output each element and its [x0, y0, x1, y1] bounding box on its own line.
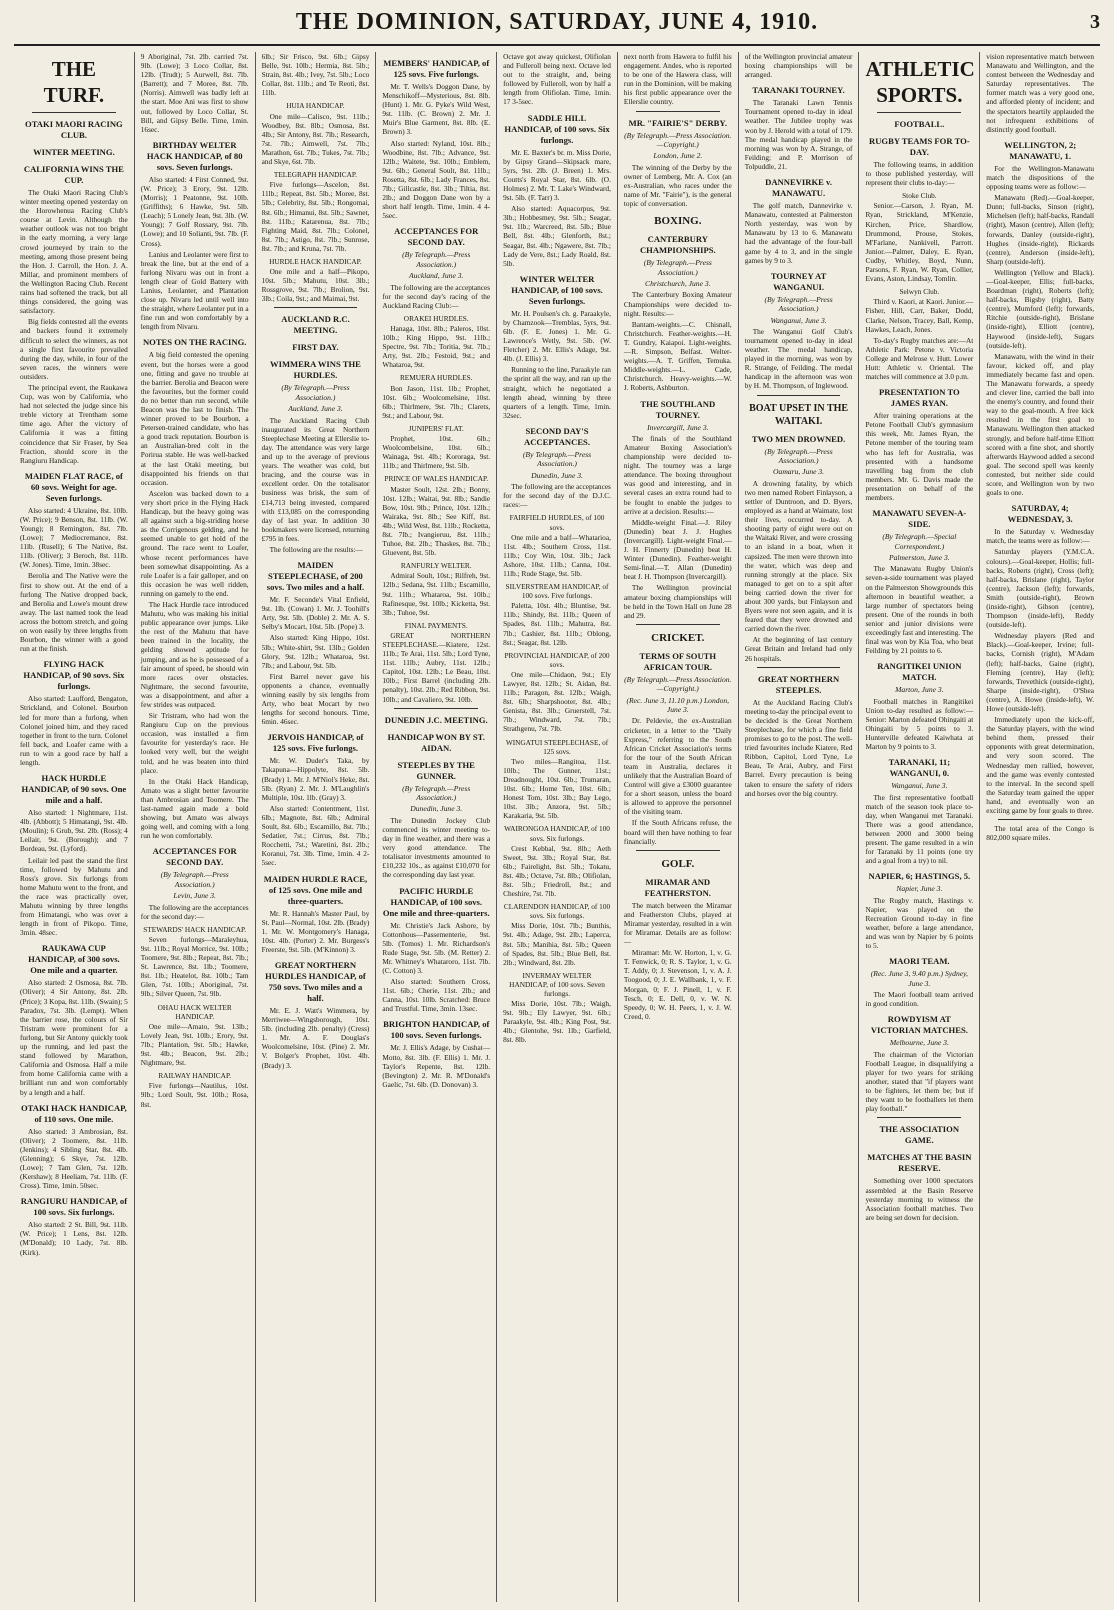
dateline: Napier, June 3. [896, 884, 943, 894]
subheadline: WIMMERA WINS THE HURDLES. [270, 359, 361, 381]
divider [394, 708, 478, 709]
race-result: Also started: 2 St. Bill, 9st. 11lb. (W. Price); 1 Lens, 8st. 12lb. (M'Donald); 10 Lady, 7st. 8lb. (Kirk). [20, 1220, 128, 1257]
article-paragraph: Manawatu, with the wind in their favour, kicked off, and play immediately became fast and open. The Manawatu forwards, a speedy and clever line, carried the ball into the enemy's country, and found their way to the goal-mouth. A free kick resulted in the first goal to Manawatu. Wellington then attacked strongly, and before half-time Elliott scored with a fine shot, and shortly afterwards Haywood added a second goal. The second spell was keenly contested, but neither side could score, and Wellington won by two goals to one. [986, 351, 1095, 498]
race-result: GREAT NORTHERN STEEPLECHASE.—Kiatere, 12st. 11lb.; Te Arai, 11st. 5lb.; Lord Tyne, 11st. 11lb.; Aubry, 11st. 12lb.; Capitol, 10st. 12lb.; Le Beau, 10st. 10lb.; First Barrel (including 2lb. penalty), 10st. 2lb.; Red Ribbon, 9st. 10lb.; and Cavaliero, 9st. 10lb. [382, 630, 491, 704]
article-paragraph: For the Wellington-Manawatu match the dispositions of the opposing teams were as follow:— [986, 163, 1095, 192]
race-result: Bon Jason, 11st. 1lb.; Prophet, 10st. 6lb.; Woolcomelsine, 10st. 6lb.; Thirlmere, 9st. 7lb.; Clarets, 9st.; and Labour, 9st. [382, 383, 491, 420]
column-6 [618, 52, 739, 1602]
headline: THE SOUTHLAND TOURNEY. [640, 398, 716, 420]
club-heading: Stoke Club. [902, 191, 937, 201]
dateline: (By Telegraph.—Press Association.—Copyright.) [624, 130, 732, 149]
article-paragraph: vision representative match between Manawatu and Wellington, and the contest between the Wednesday and Saturday representatives. The former match was a very good one, and afforded plenty of incident; and the spectators heartily applauded the not infrequent exhibitions of distinctly good football. [986, 52, 1095, 134]
article-paragraph: The Otaki Maori Racing Club's winter meeting opened yesterday on the Horowhenua Racing Club's course at Levin. Although the weather outlook was not too bright in the early morning, a very large crowd journeyed by train to the meeting, among those present being the Hon. J. Carroll, the Hon. J. A. Millar, and prominent members of the Wellington Racing Club. Recent rains had softened the track, but all things considered, the going was satisfactory. [20, 188, 128, 316]
dateline: Melbourne, June 3. [889, 1038, 949, 1048]
dateline: (By Telegraph.—Press Association.) [402, 783, 471, 803]
race-result: Also started: 4 First Conned, 9st. (W. Price); 3 Erory, 9st. 12lb. (Morris); 1 Peatonne, 9st. 10lb. (Griffiths); 6 Hawke, 9st. 5lb. (Leach); 5 Lonely Jean, 9st. 3lb. (W. Young); 7 Golf Rossary, 9st. 7lb. (Lowe); and 10 Solianti, 9st. 7lb. (F. Cross). [140, 174, 249, 248]
headline: BOAT UPSET IN THE WAITAKI. [749, 402, 849, 427]
race-result: Mr. R. Hannah's Master Paul, by St. Paul—Normal, 10st. 2lb. (Brady) 1. Mr. W. Montgomery's Hanaga, 10st. 4lb. (Porter) 2. Mr. Burgess's Freerste, 9st. 5lb. (M'Kinnon) 3. [261, 908, 370, 954]
headline: SECOND DAY'S ACCEPTANCES. [524, 425, 590, 447]
section-heading-the-turf: THE TURF. [43, 57, 105, 107]
article-paragraph: The Auckland Racing Club inaugurated its Great Northern Steeplechase Meeting at Ellerslie to-day. The attendance was very large and up to the average of previous years. The weather was cold, but bracing, and the course was in excellent order. On the totalisator business was brisk, the sum of £14,713 being invested, compared with £13,085 on the corresponding day of last year. In addition 30 bookmakers were licensed, returning £795 in fees. [261, 415, 370, 543]
race-heading: SILVERSTREAM HANDICAP, of 100 sovs. Five furlongs. [505, 582, 609, 601]
dateline: Wanganui, June 3. [891, 781, 948, 791]
race-heading: MAIDEN FLAT RACE, of 60 sovs. Weight for age. Seven furlongs. [24, 470, 123, 503]
race-heading: FLYING HACK HANDICAP, of 90 sovs. Six furlongs. [23, 659, 125, 692]
team-list: Wednesday players (Red and Black).—Goal-keeper, Irvine; full-backs, Cornish (right), M'Adam (left); half-backs, Gaine (right), Fleming (centre), Hay (left); forwards, Trevethick (outside-right), Sharpe (inside-right), O'Shea (centre), A. Howe (inside-left), W. Howe (outside-left). [986, 631, 1095, 713]
headline: TOURNEY AT WANGANUI. [770, 270, 827, 292]
race-heading: OTAKI HACK HANDICAP, of 110 sovs. One mile. [21, 1102, 127, 1124]
masthead [14, 0, 1100, 46]
race-heading: MEMBERS' HANDICAP, of 125 sovs. Five furlongs. [383, 58, 490, 79]
club-heading: Selwyn Club. [899, 287, 940, 297]
race-heading: CLARENDON HANDICAP, of 100 sovs. Six furlongs. [503, 902, 611, 921]
headline: MAORI TEAM. [889, 956, 950, 967]
headline: GREAT NORTHERN STEEPLES. [757, 673, 840, 695]
race-heading: FINAL PAYMENTS. [404, 620, 468, 630]
headline: CANTERBURY CHAMPIONSHIPS. [639, 234, 716, 256]
headline: FOOTBALL. [894, 119, 945, 129]
article-paragraph: A drowning fatality, by which two men named Robert Finlayson, a settler of Duntroon, and D. Byers, employed as a hand at Waimate, lost their lives, occurred to-day. A shooting party of eight were out on the Waitaki River, and were crossing to an island in a boat, when it capsized. The men were thrown into the water, which was deep and running strongly at the place. Six managed to get on to a spit after being carried down the river for about 300 yards, but Finlayson and Byers were not seen again, and it is feared that they were drowned and carried down the river. [744, 478, 853, 634]
article-paragraph: The principal event, the Raukawa Cup, was won by California, who had not selected the judge since his treble victory at Trentham some time ago. After the victory of California it was a fitting coincidence that Sir Fraser, by Sea Fraction, should score in the Rangiuru Handicap. [20, 382, 128, 465]
headline: WELLINGTON, 2; MANAWATU, 1. [1004, 139, 1077, 161]
article-paragraph: Football matches in Rangitikei Union to-day resulted as follow:—Senior: Marton defeated Ohingaiti at Ohingaiti by 5 points to 3. Hunterville defeated Kaiwhata at Marton by 9 points to 3. [865, 696, 974, 752]
subheadline: CALIFORNIA WINS THE CUP. [23, 164, 124, 185]
column-9 [980, 52, 1100, 1602]
article-paragraph: At the beginning of last century Great Britain and Ireland had only 26 hospitals. [744, 635, 853, 663]
race-result: Also started: Nyland, 10st. 8lb.; Woodbine, 8st. 7lb.; Advance, 9st. 12lb.; Waitete, 9st. 10lb.; Emblem, 9st. 6lb.; General Soult, 8st. 11lb.; Rosetta, 8st. 6lb.; Lady Frances, 8st. 7lb.; Gillcastle, 8st. 3lb.; Tiltia, 8st. 2lb.; and Doggon Dane won by a short half length. Time, 1min. 4 4-5sec. [382, 138, 491, 221]
section-heading-boxing: BOXING. [654, 215, 702, 228]
newspaper-title: THE DOMINION, SATURDAY, JUNE 4, 1910. [295, 8, 819, 35]
dateline: Invercargill, June 3. [647, 422, 709, 432]
race-heading: INVERMAY WELTER HANDICAP, of 100 sovs. Seven furlongs. [509, 970, 605, 998]
race-result: Five furlongs—Nautilus, 10st. 9lb.; Lord Soult, 9st. 10lb.; Rosa, 8st. [140, 1081, 249, 1109]
headline: SATURDAY, 4; WEDNESDAY, 3. [1007, 503, 1073, 525]
race-result: Hanaga, 10st. 8lb.; Paleros, 10st. 10lb.; King Hippo, 9st. 11lb.; Spectre, 9st. 7lb.; Toritia, 9st. 7lb.; Arty, 9st. 2lb.; Festoid, 9st.; and Whataroa, 9st. [382, 324, 491, 370]
dateline: (By Telegraph.—Press Association.) [281, 383, 350, 402]
race-result: Also started: 4 Ukraine, 8st. 10lb. (W. Price); 9 Benson, 8st. 11lb. (W. Young); 8 Remington, 8st. 7lb. (Lowe); 7 Mediocremance, 8st. 11lb. (Rusell); 6 The Native, 8st. 11lb. (Oliver); 3 Beroch, 8st. 11lb. (W. Jones). Time, 1min. 38sec. [20, 505, 128, 570]
race-result: One mile—Amato, 9st. 13lb.; Lovely Jean, 9st. 10lb.; Erory, 9st. 7lb.; Plantation, 9st. 5lb.; Hawke, 9st. 4lb.; Beacon, 9st. 2lb.; Nightmare, 9st. [140, 1021, 249, 1068]
dateline: Auckland, June 3. [288, 404, 343, 414]
article-paragraph: 9 Aboriginal, 7st. 2lb. carried 7st. 9lb. (Lowe); 3 Loco Collar, 8st. 12lb. (Trudt); 5 Aurwell, 8st. 7lb. (Barrett); and 7 Moree, 8st. 7lb. (Norris). Aimwell was badly left at the start. Moe Ani was first to show out, followed by Loco Collar, St. Bill, and Gipsy Belle. Time, 1min. 16sec. [140, 52, 249, 134]
race-heading: WAIRONGOA HANDICAP, of 100 sovs. Six furlongs. [504, 824, 610, 843]
headline: MR. "FAIRIE'S" DERBY. [628, 117, 727, 128]
race-heading: FAIRFIELD HURDLES, of 100 sovs. [509, 513, 605, 532]
race-heading: JERVOIS HANDICAP, of 125 sovs. Five furlongs. [267, 732, 364, 754]
race-heading: BIRTHDAY WELTER HACK HANDICAP, of 80 sovs. Seven furlongs. [146, 139, 243, 172]
headline: ROWDYISM AT VICTORIAN MATCHES. [870, 1014, 968, 1036]
race-result: Also started: Aquacorpus, 9st. 3lb.; Hobbesmey, 9st. 5lb.; Seagar, 9st. 1lb.; Warcreed, 8st. 5lb.; Blue Bell, 8st. 4lb.; Glenforth, 8st.; Seagar, 8st. 4lb.; Ngawere, 8st. 7lb.; Lady de Vere, 8st.; Lady Roald, 8st. 5lb. [503, 204, 611, 268]
race-result: Miss Dorie, 10st. 7lb.; Bunthis, 9st. 4lb.; Adage, 9st. 2lb.; Laperca, 8st. 5lb.; Manihia, 8st. 5lb.; Queen of Spades, 8st. 5lb.; Blue Bell, 8st. 2lb.; Windward, 8st. 2lb. [503, 921, 611, 967]
article-paragraph: Middle-weight Final.—J. Riley (Dunedin) beat J. J. Hughes (Invercargill). Light-weight Final.—J. H. Finnerty (Dunedin) beat H. Winter (Dunedin). Feather-weight Semi-final.—T. Allan (Dunedin) beat J. H. Thompson (Invercargill). [623, 517, 732, 582]
race-result: Mr. H. Poulsen's ch. g. Paraakyle, by Chamzook—Tremblas, 5yrs, 9st. 6lb. (F. E. Jones) 1. Mr. G. Lawrence's Wetly, 9st. 5lb. (W. Fletcher) 2. Mr. Ellis's Adage, 9st. 4lb. (J. Ellis) 3. [503, 308, 611, 364]
article-paragraph: Octave got away quickest, Olifiolan and Fulleroll being next. Octave led out to the straight, and, being followed by Fulleroll, won by half a length from Olifiolan. Time, 1min. 17 3-5sec. [503, 52, 611, 107]
race-result: Also started: Contentment, 11st. 6lb.; Magnote, 8st. 6lb.; Admiral Soult, 8st. 6lb.; Escamillo, 8st. 7lb.; Sedatier, 7st.; Cirrus, 8st. 7lb.; Rocchetti, 7st.; Waretini, 8st. 2lb.; Koranui, 7st. 3lb. Time, 1min. 4 2-5sec. [261, 803, 370, 868]
article-paragraph: The Wellington provincial amateur boxing championships will be held in the Town Hall on June 28 and 29. [623, 583, 732, 620]
race-result: Mr. Christie's Jack Ashore, by Cottonhous—Passementerie, 9st. 5lb. (Tomos) 1. Mr. Richardson's Rude Stage, 9st. 5lb. (M. Retter) 2. Mr. Whitney's Whataroro, 11st. 7lb. (C. Cotton) 3. [382, 920, 491, 975]
race-heading: STEWARDS' HACK HANDICAP. [143, 924, 247, 934]
race-result: Paletta, 10st. 4lb.; Bluntise, 9st. 11lb.; Shindy, 8st. 11lb.; Queen of Spades, 8st. 11lb.; Mahutra, 8st. 7lb.; Cashier, 8st. 11lb.; Oblong, 8st.; Seagar, 8st. 12lb. [503, 601, 611, 647]
column-8 [859, 52, 980, 1602]
article-paragraph: The first representative football match of the season took place to-day, when Wanganui met Taranaki. There was a good attendance, between 2000 and 3000 being present. The game resulted in a win for Taranaki by 11 points (one try and a goal from a try) to nil. [865, 792, 974, 866]
article-paragraph: next north from Hawera to fulfil his engagement. Andes, who is reported to be one of the Hawera class, will run in the Dominion, will be making his first public appearance over the Ellerslie country. [623, 52, 732, 107]
race-heading: HUIA HANDICAP. [286, 101, 345, 111]
column-5 [497, 52, 618, 1602]
article-paragraph: The Manawatu Rugby Union's seven-a-side tournament was played on the Palmerston Showgrounds this afternoon in beautiful weather, a large number of spectators being present. One of the rounds in both senior and junior divisions were exceedingly fast and interesting. The final was won by Kia Toa, who beat Feilding by 21 points to 6. [865, 564, 974, 656]
divider [757, 395, 841, 396]
article-paragraph: The Dunedin Jockey Club commenced its winter meeting to-day in fine weather, and there was a very good attendance. The totalisator investments amounted to £10,232 10s., as against £10,070 for the corresponding day last year. [382, 815, 491, 880]
dateline: London, June 2. [653, 151, 703, 161]
race-result: Crest Kebbal, 9st. 8lb.; Aeth Sweet, 9st. 3lb.; Royal Star, 8st. 6lb.; Fairelight, 8st. 5lb.; Tokatu, 8st. 4lb.; Octave, 7st. 8lb.; Olifiolan, 8st. 5lb.; Friedroll, 8st.; and Cheshire, 7st. 7lb. [503, 843, 611, 899]
article-paragraph: Bantam-weights.—C. Chisnall, Christchurch. Feather-weights.—H. T. Gundry, Kaiapoi. Light-weights.—R. Simpson, Belfast. Welter-weights.—A. T. Griffen, Temuka. Middle-weights.—L. Cade, Christchurch. Heavy-weights.—W. J. Roberts, Ashburton. [623, 319, 732, 393]
race-heading: GREAT NORTHERN HURDLES HANDICAP, of 750 sovs. Two miles and a half. [265, 959, 366, 1003]
divider [757, 667, 841, 668]
race-result: Seven furlongs—Maraleyhua, 9st. 11lb.; Royal Morrice, 9st. 10lb.; Toomere, 9st. 8lb.; Repeat, 8st. 7lb.; St. Lawrence, 8st. 1lb.; Toomere, 8st. 1lb.; Heatelot, 8st. 10lb.; Tam Glen, 7st. 10lb.; Aboriginal, 7st. 9lb.; Silver Queen, 7st. 9lb. [140, 934, 249, 999]
race-result: Admiral Soult, 10st.; Rilfreh, 9st. 12lb.; Sedana, 9st. 11lb.; Escamillo, 9st. 11lb.; Whataroa, 9st. 10lb.; Rafinesque, 9st. 10lb.; Kicketta, 9st. 3lb.; Tuhoe, 9st. [382, 571, 491, 617]
race-heading: REMUERA HURDLES. [399, 373, 473, 383]
race-result: Berolia and The Native were the first to show out. At the end of a furlong The Native dropped back, and Berolia and Lowe's mount drew away. The last named took the lead across the bottom stretch, and going on won easily by three lengths from Bourbon, the winner with a good run at the finish. [20, 571, 128, 654]
race-result: Also started: 1 Nightmare, 11st. 4lb. (Abbott); 5 Himatangi, 9st. 4lb. (Moulin); 6 Grub, 9st. 2lb. (Ross); 4 Leilair, 9st. (Borough); and 7 Bordeau, 9st. (Lyford). [20, 808, 128, 854]
race-result: Lanius and Leolanter were first to break the line, but at the end of a furlong Nivaru was out in front a length clear of Gold Battery with Lanius, Leolanter, and Plantation close up. Nivaru led until well into the straight, where Leolanter put in a fine run and won comfortably by a length from Nivaru. [140, 249, 249, 332]
headline: DANNEVIRKE v. MANAWATU. [765, 177, 832, 199]
race-heading: MAIDEN HURDLE RACE, of 125 sovs. One mile and three-quarters. [263, 873, 368, 906]
article-paragraph: In the Otaki Hack Handicap, Amato was a slight better favourite than Ambrosian and Toomere. The last-named again made a bold showing, but Amato was always going well, and coming with a long run he won comfortably. [140, 776, 249, 841]
article-paragraph: Ascelon was backed down to a very short price in the Flying Hack Handicap, but the heavy going was all against such a big-striding horse as the Corrigenous gelding, and he seemed unable to get hold of the ground. The race went to Loafer, whose recent performances have been somewhat disappointing. As a rule Loafer is a fair galloper, and on this occasion he was well ridden, running on gamely to the end. [140, 488, 249, 598]
article-paragraph: The following teams, in addition to those published yesterday, will represent their clubs to-day:— [865, 160, 974, 188]
race-result: Leilair led past the stand the first time, followed by Mahutu and Ross's grove. Six furlongs from home Mahutu went to the front, and the race was practically over, Mahutu winning by three lengths from Himatangi, who was over a length in front of Pikopo. Time, 3min. 48sec. [20, 855, 128, 938]
race-heading: SADDLE HILL HANDICAP, of 100 sovs. Six furlongs. [504, 112, 610, 145]
column-1 [14, 52, 135, 1602]
article-paragraph: The winning of the Derby by the owner of Lemberg, Mr. A. Cox (an ex-Australian, who races under the name of Mr. "Fairie"), is the general topic of conversation. [623, 162, 732, 209]
divider [877, 1117, 961, 1118]
article-paragraph: Sir Tristram, who had won the Rangiuru Cup on the previous occasion, was installed a firm favourite for yesterday's race. He looked very well, but the weight told, and he was beaten into third place. [140, 711, 249, 775]
headline: MANAWATU SEVEN-A-SIDE. [872, 508, 967, 530]
subheadline: TWO MEN DROWNED. [751, 433, 846, 444]
dateline: Marton, June 3. [895, 685, 944, 695]
headline: TARANAKI, 11; WANGANUI, 0. [888, 757, 951, 779]
section-heading-athletic-sports: ATHLETIC SPORTS. [865, 57, 975, 107]
race-heading: WINGATUI STEEPLECHASE, of 125 sovs. [505, 737, 609, 756]
dateline: Palmerston, June 3. [888, 552, 950, 562]
race-result: Prophet, 10st. 6lb.; Woolcombelsine, 10st. 6lb.; Wainaga, 9st. 4lb.; Kororaga, 9st. 11lb.; and Thirlmere, 9st. 5lb. [382, 434, 491, 471]
race-result: One mile and a half—Whatarioa, 11st. 4lb.; Southern Cross, 11st. 11lb.; Coy Win, 10st. 3lb.; Jack Ashore, 10st. 11lb.; Canna, 10st. 11lb.; Rude Stage, 9st. 5lb. [503, 532, 611, 578]
article-paragraph: Something over 1000 spectators assembled at the Basin Reserve yesterday morning to witness the Association football matches. Two are being set down for decision. [865, 1176, 974, 1222]
article-paragraph: Immediately upon the kick-off, the Saturday players, with the wind behind them, pressed their opponents with great determination, and very soon scored. The Wednesday men rallied, however, and the game was evenly contested to the interval. In the second spell the Saturday team gained the upper hand, and eventually won an exciting game by four goals to three. [986, 715, 1095, 816]
dateline: Wanganui, June 3. [770, 315, 827, 325]
race-result: Master Soult, 12st. 2lb.; Bonny, 10st. 12lb.; Waitai, 9st. 8lb.; Sandie Bow, 10st. 9lb.; Prince, 10st. 12lb.; Wairaka, 9st. 8lb.; See Kiff, 8st. 4lb.; Wild West, 8st. 11lb.; Rocketta, 8st. 7lb.; Ivangieruu, 8st. 11lb.; Tuhoe, 8st. 2lb.; Thaskes, 8st. 7lb.; Gluevent, 8st. 5lb. [382, 484, 491, 558]
subheadline: RUGBY TEAMS FOR TO-DAY. [869, 136, 970, 157]
headline: THE ASSOCIATION GAME. [879, 1124, 960, 1146]
dateline: Auckland, June 3. [409, 271, 464, 281]
team-list: Wellington (Yellow and Black).—Goal-keeper, Ellis; full-backs, Boardman (right), Roberts (left); half-backs, Bigsby (right), Batty (centre), Mumford (left); forwards, Ritchie (outside-right), Brislane (inside-right), Elliott (centre), Haywood (inside-left), Sugars (outside-left). [986, 267, 1095, 350]
article-paragraph: A big field contested the opening event, but the horses were a good one, fitting and gave no trouble at the barrier. Berolia and Beacon were the favourites, but the former could do no better than run second, while Beacon was the last to finish. The winner proved to be Bourbon, a Petersen-trained candidate, who has a good track reputation. Bourbon is an Australian-bred colt in the Porirua stable. He was well-backed at the last Otaki meeting, but disappointed his friends on that occasion. [140, 350, 249, 487]
race-result: One mile and a half—Pikopo, 10st. 5lb.; Mahutu, 10st. 3lb.; Rossgrove, 9st. 7lb.; Brolion, 9st. 3lb.; Coila, 9st.; and Maimai, 9st. [261, 267, 370, 304]
headline: NOTES ON THE RACING. [142, 337, 247, 348]
divider [636, 111, 720, 112]
dateline: (By Telegraph.—Press Association.) [160, 870, 229, 889]
article-paragraph: In the Saturday v. Wednesday match, the teams were as follow:— [986, 527, 1095, 546]
team-list: Manawatu (Red).—Goal-keeper, Dunn; full-backs, Sinson (right), Michelsen (left); half-backs, Randall (right), Mason (centre), Allen (left); forwards, Danley (outside-right), Hughes (inside-right), Rickards (centre), Anderson (inside-left), Sharp (outside-left). [986, 193, 1095, 266]
race-heading: BRIGHTON HANDICAP, of 100 sovs. Seven furlongs. [383, 1019, 490, 1041]
divider [998, 819, 1082, 820]
headline: OTAKI MAORI RACING CLUB. [25, 119, 123, 140]
team-list: Senior.—Carson, J. Ryan, M. Ryan, Strickland, M'Kenzie, Kirchen, Price, Shardlow, Drummond, Prouse, Stokes, M'Farlane, Nankivell, Parrott. Junior.—Palmer, Daley, E. Ryan, Cudby, Whitley, Boyd, Nunn, Parsons, F. Ryan, W. Ryan, Collier, Evans, Aston, Lindsay, Tomlin. [865, 201, 974, 284]
headline: PRESENTATION TO JAMES RYAN. [878, 387, 960, 409]
race-result: First Barrel never gave his opponents a chance, eventually winning easily by six lengths from Arty, who beat Mocart by two lengths for second honours. Time, 6min. 46sec. [261, 671, 370, 727]
subheadline: HANDICAP WON BY ST. AIDAN. [387, 731, 485, 753]
dateline: Dunedin, June 3. [531, 470, 583, 480]
subheadline: WINTER MEETING. [33, 147, 115, 157]
race-result: Mr. F. Seconde's Vital Enfield, 9st. 1lb. (Cowan) 1. Mr. J. Toohill's Arty, 9st. 5lb. (Doble) 2. Mr. A. S. Selby's Mocart, 10st. 5lb. (Pope) 3. [261, 595, 370, 632]
headline: NAPIER, 6; HASTINGS, 5. [868, 871, 971, 882]
divider [636, 624, 720, 625]
article-paragraph: The chairman of the Victorian Football League, in disqualifying a player for two years for striking another, stated that "if players want to be fighters, let them be; but if they want to be footballers let them play football." [865, 1049, 974, 1114]
dateline: (By Telegraph.—Press Association.—Copyright.) [624, 674, 732, 694]
article-paragraph: The match between the Miramar and Featherston Clubs, played at Miramar yesterday, resulted in a win for Miramar. Details are as follow:— [623, 900, 732, 947]
article-paragraph: Miramar: Mr. W. Horton, 1, v. G. T. Fenwick, 0; R. S. Taylor, 1, v. G. T. Addy, 0; J. Stevenson, 1, v. A. J. Toogood, 0; J. E. Wallbank, 1, v. F. Morgan, 0; F. J. Pinell, 1, v. F. Tesch, 0; E. Dell, 0, v. W. N. Speedy, 0; W. H. Peers, 1, v. J. W. Creed, 0. [623, 948, 732, 1021]
race-result: Also started: 3 Ambrosian, 8st. (Oliver); 2 Toomere, 8st. 11lb. (Jenkins); 4 Sibling Star, 8st. 4lb. (Glenning); 6 Skye, 7st. 12lb. (Lowe); 7 Tam Glen, 7st. 12lb. (Kershaw); 8 Heeliam, 7st. 11lb. (F. Cross). Time, 1min. 50sec. [20, 1126, 128, 1191]
article-paragraph: The following are the acceptances for the second day of the D.J.C. races:— [503, 482, 611, 510]
race-heading: RANFURLY WELTER. [400, 561, 472, 571]
headline: ACCEPTANCES FOR SECOND DAY. [394, 226, 479, 248]
article-paragraph: The Rugby match, Hastings v. Napier, was played on the Recreation Ground to-day in fine weather, before a large attendance, and was won by Napier by 6 points to 5. [865, 895, 974, 951]
article-paragraph: The following are the results:— [269, 544, 363, 554]
article-paragraph: of the Wellington provincial amateur boxing championships will be arranged. [744, 52, 853, 80]
headline: TARANAKI TOURNEY. [752, 85, 845, 96]
team-list: Third v. Kaori, at Kaori. Junior.—Fisher, Hill, Carr, Baker, Dodd, Clarke, Nelson, Tracey, Ball, Kemp, Hawkes, Leach, Jones. [865, 297, 974, 334]
race-result: Also started: King Hippo, 10st. 5lb.; White-shirt, 9st. 13lb.; Golden Glory, 9st. 12lb.; Whataroa, 9st. 7lb.; and Labour, 9st. 5lb. [261, 633, 370, 670]
filler-paragraph: The total area of the Congo is 802,000 square miles. [986, 824, 1095, 843]
divider [636, 850, 720, 851]
race-result: One mile—Chidaon, 9st.; Ely Lawyer, 8st. 12lb.; St. Aidan, 8st. 11lb.; Paragon, 8st. 12lb.; Waigh, 8st. 6lb.; Sharpshooter, 8st. 4lb.; Genista, 8st. 3lb.; Gruerstell, 7st. 7lb.; Windward, 7st. 7lb.; Strathgenu, 7st. 7lb. [503, 669, 611, 734]
divider [877, 112, 961, 113]
headline: AUCKLAND R.C. MEETING. [281, 314, 350, 336]
race-heading: JUNIPERS' FLAT. [408, 423, 464, 433]
article-paragraph: The finals of the Southland Amateur Boxing Association's championship were decided to-night. The tourney was a large attendance. The boxing throughout was good and interesting, and in several cases an extra round had to be fought to enable the judges to arrive at a decision. Results:— [623, 433, 732, 516]
page-number: 3 [1090, 10, 1100, 33]
race-result: One mile—Calisco, 9st. 11lb.; Woodbey, 8st. 8lb.; Osmosa, 8st. 4lb.; Sir Antony, 8st. 7lb.; Research, 7st. 7lb.; Aimwell, 7st. 7lb.; Marathon, 6st. 7lb.; Tukes, 7st. 7lb.; and Skye, 6st. 7lb. [261, 111, 370, 167]
dateline: (By Telegraph.—Special Correspondent.) [882, 532, 957, 551]
race-result: Also started: 2 Osmosa, 8st. 7lb. (Oliver); 4 Sir Antony, 8st. 2lb. (Price); 3 Kopa, 8st. 11lb. (Swain); 5 Paradox, 7st. 3lb. (Lempt). When the barrier rose, the colours of Sir Tristram were prominent for a furlong, but Sir Antony quickly took up the running, and led past the stand followed by Marathon, California and Osmosa. Half a mile from home California came with a brilliant run and won comfortably by a length and a half. [20, 978, 128, 1097]
dateline: Levin, June 3. [173, 891, 216, 901]
race-heading: PACIFIC HURDLE HANDICAP, of 100 sovs. One mile and three-quarters. [382, 885, 490, 918]
dateline: Dunedin, June 3. [410, 804, 463, 814]
dateline: Christchurch, June 3. [645, 279, 711, 289]
dateline: (Rec. June 3, 9.40 p.m.) Sydney, June 3. [870, 969, 968, 988]
race-result: Mr. E. Baxter's br. m. Miss Dorie, by Gipsy Grand—Skipsack mare, 5yrs, 9st. 2lb. (J. Breen) 1. Mrs. Coutts's Royal Star, 8st. 6lb. (O. Holmes) 2. Mr. T. Lake's Windward, 9st. 5lb. (F. Tarr) 3. [503, 147, 611, 203]
race-result: Also started: Southern Cross, 11st. 6lb.; Cherie, 11st. 2lb.; and Canna, 10st. 10lb. Scratched: Bruce and Trustful. Time, 3min. 13sec. [382, 977, 491, 1014]
column-3 [256, 52, 377, 1602]
race-heading: RANGIURU HANDICAP, of 100 sovs. Six furlongs. [20, 1196, 128, 1218]
divider [32, 112, 116, 113]
dateline: (By Telegraph.—Press Association.) [402, 250, 471, 269]
section-heading-cricket: CRICKET. [651, 631, 705, 644]
article-paragraph: The following are the acceptances for the second day's racing of the Auckland Racing Club:— [382, 282, 491, 310]
column-2 [135, 52, 256, 1602]
article-paragraph: The golf match, Dannevirke v. Manawatu, contested at Palmerston North yesterday, was won by Manawatu by 13 to 6. Manawatu had the advantage of the four-ball game by 4 to 3, and in the single games by 9 to 3. [744, 201, 853, 265]
dateline: Oamaru, June 3. [773, 467, 825, 477]
race-result: Also started: Laufford, Bengaton, Strickland, and Colonel. Bourbon led for more than a furlong, when Colonel joined him, and they raced together in front to the turn. Colonel fell back, and Loafer came with a run to win a good race by half a length. [20, 694, 128, 767]
race-heading: ORAKEI HURDLES. [403, 313, 469, 323]
article-paragraph: The Canterbury Boxing Amateur Championships were decided to-night. Results:— [623, 290, 732, 318]
race-result: Mr. T. Wells's Doggon Dane, by Menschikoff—Mysterious, 8st. 8lb. (Hunt) 1. Mr. G. Pyke's Wild West, 9st. 11lb. (C. Brown) 2. Mr. J. Muir's Blue Garment, 8st. 8lb. (E. Brown) 3. [382, 82, 491, 137]
race-heading: WINTER WELTER HANDICAP, of 100 sovs. Seven furlongs. [511, 273, 603, 306]
column-7 [739, 52, 860, 1602]
race-result: Mr. J. Ellis's Adage, by Cushat—Motto, 8st. 3lb. (F. Ellis) 1. Mr. J. Taylor's Repente, 8st. 12lb. (Bevington) 2. Mr. R. M'Donald's Gaelic, 7st. 6lb. (D. Donovan) 3. [382, 1043, 491, 1089]
race-result: Miss Dorie, 10st. 7lb.; Waigh, 9st. 9lb.; Ely Lawyer, 9st. 6lb.; Paraakyle, 9st. 4lb.; King Post, 9st. 4lb.; Glentohe, 9st. 1lb.; Garfield, 8st. 8lb. [503, 999, 611, 1045]
headline: TERMS OF SOUTH AFRICAN TOUR. [639, 650, 717, 672]
article-paragraph: The Hack Hurdle race introduced Mahutu, who was making his initial public appearance over jumps. Like the rest of the Mahutu that have been trained in the locality, the gelding showed aptitude for jumping, and as he is possessed of a fair amount of speed, he should win more races over obstacles. Nightmare, the second favourite, was a disappointment, and after a few strides was outpaced. [140, 599, 249, 709]
headline: DUNEDIN J.C. MEETING. [384, 714, 488, 725]
article-paragraph: The Maori football team arrived in good condition. [865, 990, 974, 1009]
article-paragraph: Big fields contested all the events and backers found it extremely difficult to select the winners, as not a single first favourite prevailed during the day, while, in four of the seven races, the winners were outsiders. [20, 317, 128, 381]
headline: ACCEPTANCES FOR SECOND DAY. [152, 846, 237, 868]
race-result: Mr. E. J. Watt's Wimmera, by Merriwee—Wingsborough, 10st. 5lb. (including 2lb. penalty) (Cress) 1. Mr. A. F. Douglas's Woolcomelsine, 10st. (Pine) 2. Mr. V. Bolger's Prophet, 10st. 4lb. (Brady) 3. [261, 1005, 370, 1070]
race-heading: RAILWAY HANDICAP. [158, 1071, 232, 1081]
race-heading: MAIDEN STEEPLECHASE, of 200 sovs. Two miles and a half. [266, 560, 365, 593]
subheadline: MATCHES AT THE BASIN RESERVE. [867, 1152, 972, 1174]
race-heading: OHAU HACK WELTER HANDICAP. [157, 1002, 232, 1021]
race-heading: HACK HURDLE HANDICAP, of 90 sovs. One mile and a half. [21, 773, 127, 806]
race-result: Mr. W. Duder's Taka, by Takapuna—Hippolyte, 8st. 5lb. (Brady) 1. Mr. J. M'Niol's Heke, 8st. 5lb. (Ryan) 2. Mr. J. M'Laughlin's Multiple, 10st. 1lb. (Gray) 3. [261, 756, 370, 802]
article-paragraph: To-day's Rugby matches are:—At Athletic Park: Petone v. Victoria College and Melrose v. Hutt. Lower Hutt: Athletic v. Oriental. The matches will commence at 3.0 p.m. [865, 335, 974, 382]
race-result: Running to the line, Paraakyle ran the sprint all the way, and ran up the straight, which he negotiated a length ahead, winning by three quarters of a length. Time, 1min. 32sec. [503, 365, 611, 420]
dateline: (By Telegraph.—Press Association.) [522, 449, 592, 469]
team-list: Saturday players (Y.M.C.A. colours).—Goal-keeper, Hollis; full-backs, Roberts (right), Cross (left); half-backs, Brislane (right), Taylor (centre), Jackson (left); forwards, Smith (outside-right), Brown (inside-right), Gibson (centre), Thompson (inside-left), Reddy (outside-left). [986, 547, 1095, 630]
race-heading: PRINCE OF WALES HANDICAP. [384, 474, 489, 484]
columns [14, 46, 1100, 1602]
race-result: Five furlongs—Ascelon, 8st. 11lb.; Repeat, 8st. 5lb.; Moree, 8st. 5lb.; Celebrity, 8st. 5lb.; Rongomai, 8st. 6lb.; Himanui, 8st. 5lb.; Sawnet, 8st. 11lb.; Katarenua, 8st. 7lb.; Fighting Maid, 8st. 7lb.; Colonel, 8st. 7lb.; Astigo, 8st. 7lb.; Sunrose, 8st. 7lb.; and Kruna, 7st. 7lb. [261, 180, 370, 253]
subheadline: FIRST DAY. [292, 342, 339, 353]
article-paragraph: Dr. Peldevie, the ex-Australian cricketer, in a letter to the "Daily Express," referring to the South African Cricket Association's terms for the tour of the South African team in Australia, declares it unlikely that the Australian Board of Control will give a £3000 guarantee for a short season, unless the board is allowed to approve the personnel of the visiting team. [623, 716, 732, 817]
section-heading-golf: GOLF. [661, 857, 695, 870]
dateline: (By Telegraph.—Press Association.) [764, 294, 833, 314]
headline: MIRAMAR AND FEATHERSTON. [644, 876, 711, 898]
race-heading: HURDLE HACK HANDICAP. [269, 256, 362, 266]
race-result: Two miles—Rangitoa, 11st. 10lb.; The Gunner, 11st.; Dreadnought, 10st. 6lb.; Trumaran, 10st. 6lb.; Home Ten, 10st. 6lb.; Honest Tom, 10st. 3lb.; Bay Lego, 10st. 3lb.; Anzora, 9st. 5lb.; Karakaria, 9st. 5lb. [503, 756, 611, 821]
article-paragraph: The Taranaki Lawn Tennis Tournament opened to-day in ideal weather. The Jubilee trophy was won by J. Herold with a total of 179. The medal handicap played in the morning was won by A. Strange, of Feilding; and P. Morrison of Tolpuddle, 21. [744, 98, 853, 171]
article-paragraph: The Wanganui Golf Club's tournament opened to-day in ideal weather. The medal handicap, played in the morning, was won by R. Strange, of Feilding. The medal handicap in the afternoon was won by H. M. Thompson, of Inglewood. [744, 326, 853, 391]
race-heading: TELEGRAPH HANDICAP. [273, 170, 357, 180]
article-paragraph: At the Auckland Racing Club's meeting to-day the principal event to be decided is the Great Northern Steeplechase, for which a fine field promises to go to the post. The well-tried favourites include Kiatere, Red Ribbon, Capitol, Lord Tyne, Le Beau, Te Arai, Aubry, and First Barrel. Every precaution is being taken to ensure the safety of riders and horses over the big country. [744, 697, 853, 798]
subheadline: STEEPLES BY THE GUNNER. [397, 759, 475, 781]
headline: RANGITIKEI UNION MATCH. [877, 661, 962, 683]
article-paragraph: After training operations at the Petone Football Club's gymnasium this week, Mr. James Ryan, the Petone member of the touring team who has left for Australia, was presented with a handsome travelling bag from the club members. Mr. G. Davis made the presentation on behalf of the members. [865, 411, 974, 502]
dateline: (By Telegraph.—Press Association.) [764, 446, 833, 465]
dateline: (By Telegraph.—Press Association.) [643, 258, 712, 277]
column-4 [376, 52, 497, 1602]
race-heading: PROVINCIAL HANDICAP, of 200 sovs. [504, 650, 610, 669]
race-heading: RAUKAWA CUP HANDICAP, of 300 sovs. One mile and a quarter. [28, 943, 120, 976]
article-paragraph: 6lb.; Sir Frisco, 9st. 6lb.; Gipsy Belle, 9st. 10lb.; Hermia, 8st. 5lb.; Strain, 8st. 4lb.; Ivey, 7st. 5lb.; Loco Collar, 8st. 11lb.; and Te Reoti, 8st. 11lb. [261, 52, 370, 98]
article-paragraph: The following are the acceptances for the second day:— [140, 902, 249, 921]
divider [274, 307, 358, 308]
article-paragraph: If the South Africans refuse, the board will then have nothing to fear financially. [623, 818, 732, 846]
dateline: (Rec. June 3, 11.10 p.m.) London, June 3. [626, 695, 730, 714]
